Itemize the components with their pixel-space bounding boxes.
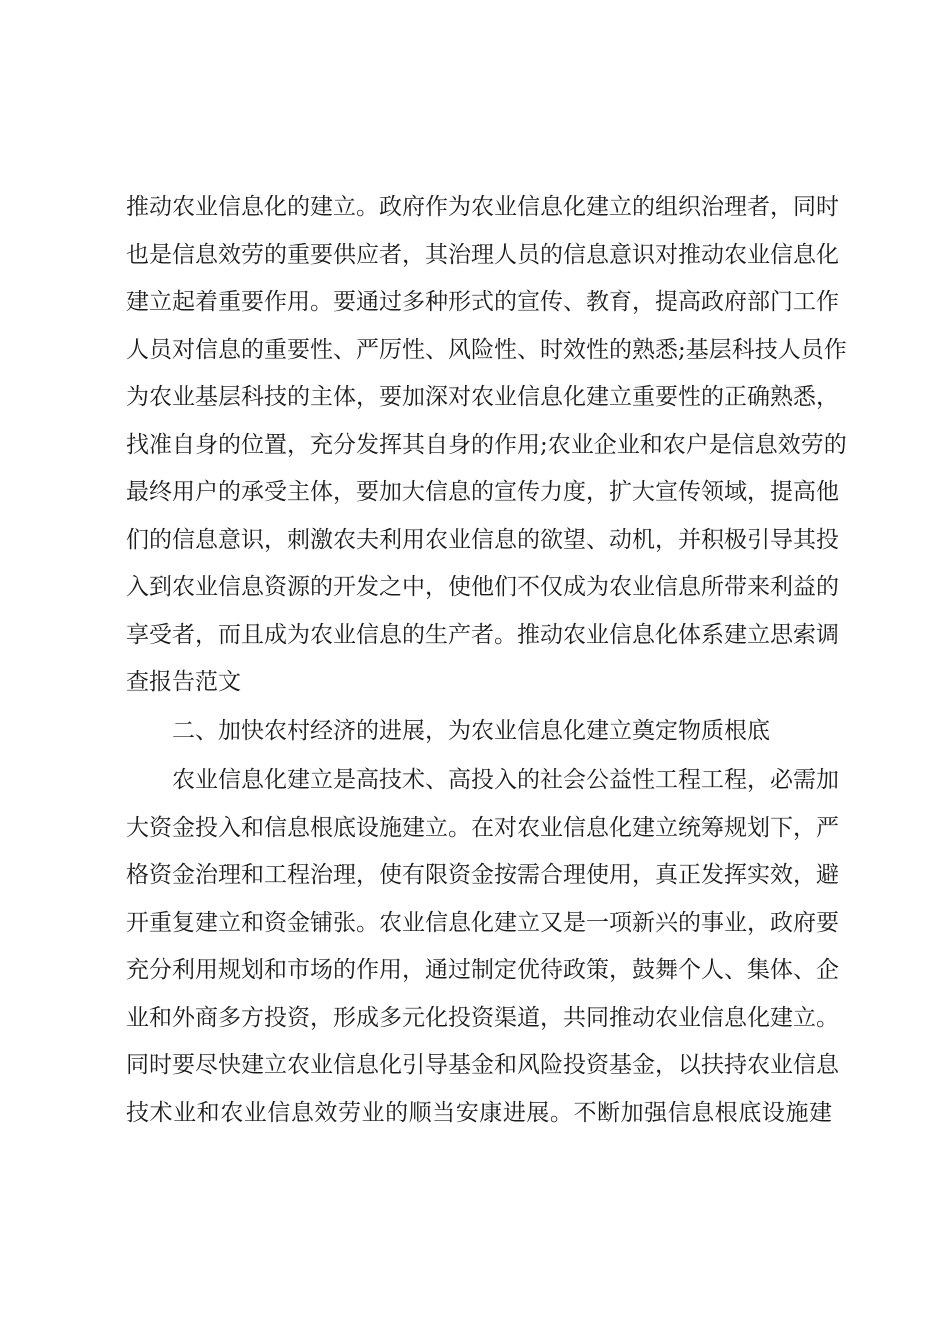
text-line: 同时要尽快建立农业信息化引导基金和风险投资基金，以扶持农业信息 [126,1052,839,1078]
text-line: 人员对信息的重要性、严厉性、风险性、时效性的熟悉;基层科技人员作 [126,337,847,363]
text-line: 业和外商多方投资，形成多元化投资渠道，共同推动农业信息化建立。 [126,1005,839,1031]
section-heading: 二、加快农村经济的进展，为农业信息化建立奠定物质根底 [172,718,770,744]
text-line: 入到农业信息资源的开发之中，使他们不仅成为农业信息所带来利益的 [126,574,839,600]
text-line: 查报告范文 [126,669,241,695]
text-line: 也是信息效劳的重要供应者，其治理人员的信息意识对推动农业信息化 [126,242,839,268]
text-line: 开重复建立和资金铺张。农业信息化建立又是一项新兴的事业，政府要 [126,910,839,936]
text-line: 技术业和农业信息效劳业的顺当安康进展。不断加强信息根底设施建 [126,1100,832,1126]
text-line: 最终用户的承受主体，要加大信息的宣传力度，扩大宣传领域，提高他 [126,479,839,505]
text-line: 享受者，而且成为农业信息的生产者。推动农业信息化体系建立思索调 [126,622,839,648]
text-line: 农业信息化建立是高技术、高投入的社会公益性工程工程，必需加 [172,767,839,793]
text-line: 推动农业信息化的建立。政府作为农业信息化建立的组织治理者，同时 [126,194,839,220]
text-line: 为农业基层科技的主体，要加深对农业信息化建立重要性的正确熟悉， [126,384,839,410]
text-line: 充分利用规划和市场的作用，通过制定优待政策，鼓舞个人、集体、企 [126,957,839,983]
text-line: 们的信息意识，刺激农夫利用农业信息的欲望、动机，并积极引导其投 [126,527,839,553]
text-line: 找准自身的位置，充分发挥其自身的作用;农业企业和农户是信息效劳的 [126,432,847,458]
text-line: 大资金投入和信息根底设施建立。在对农业信息化建立统筹规划下，严 [126,815,839,841]
text-line: 建立起着重要作用。要通过多种形式的宣传、教育，提高政府部门工作 [126,289,839,315]
text-line: 格资金治理和工程治理，使有限资金按需合理使用，真正发挥实效，避 [126,862,839,888]
